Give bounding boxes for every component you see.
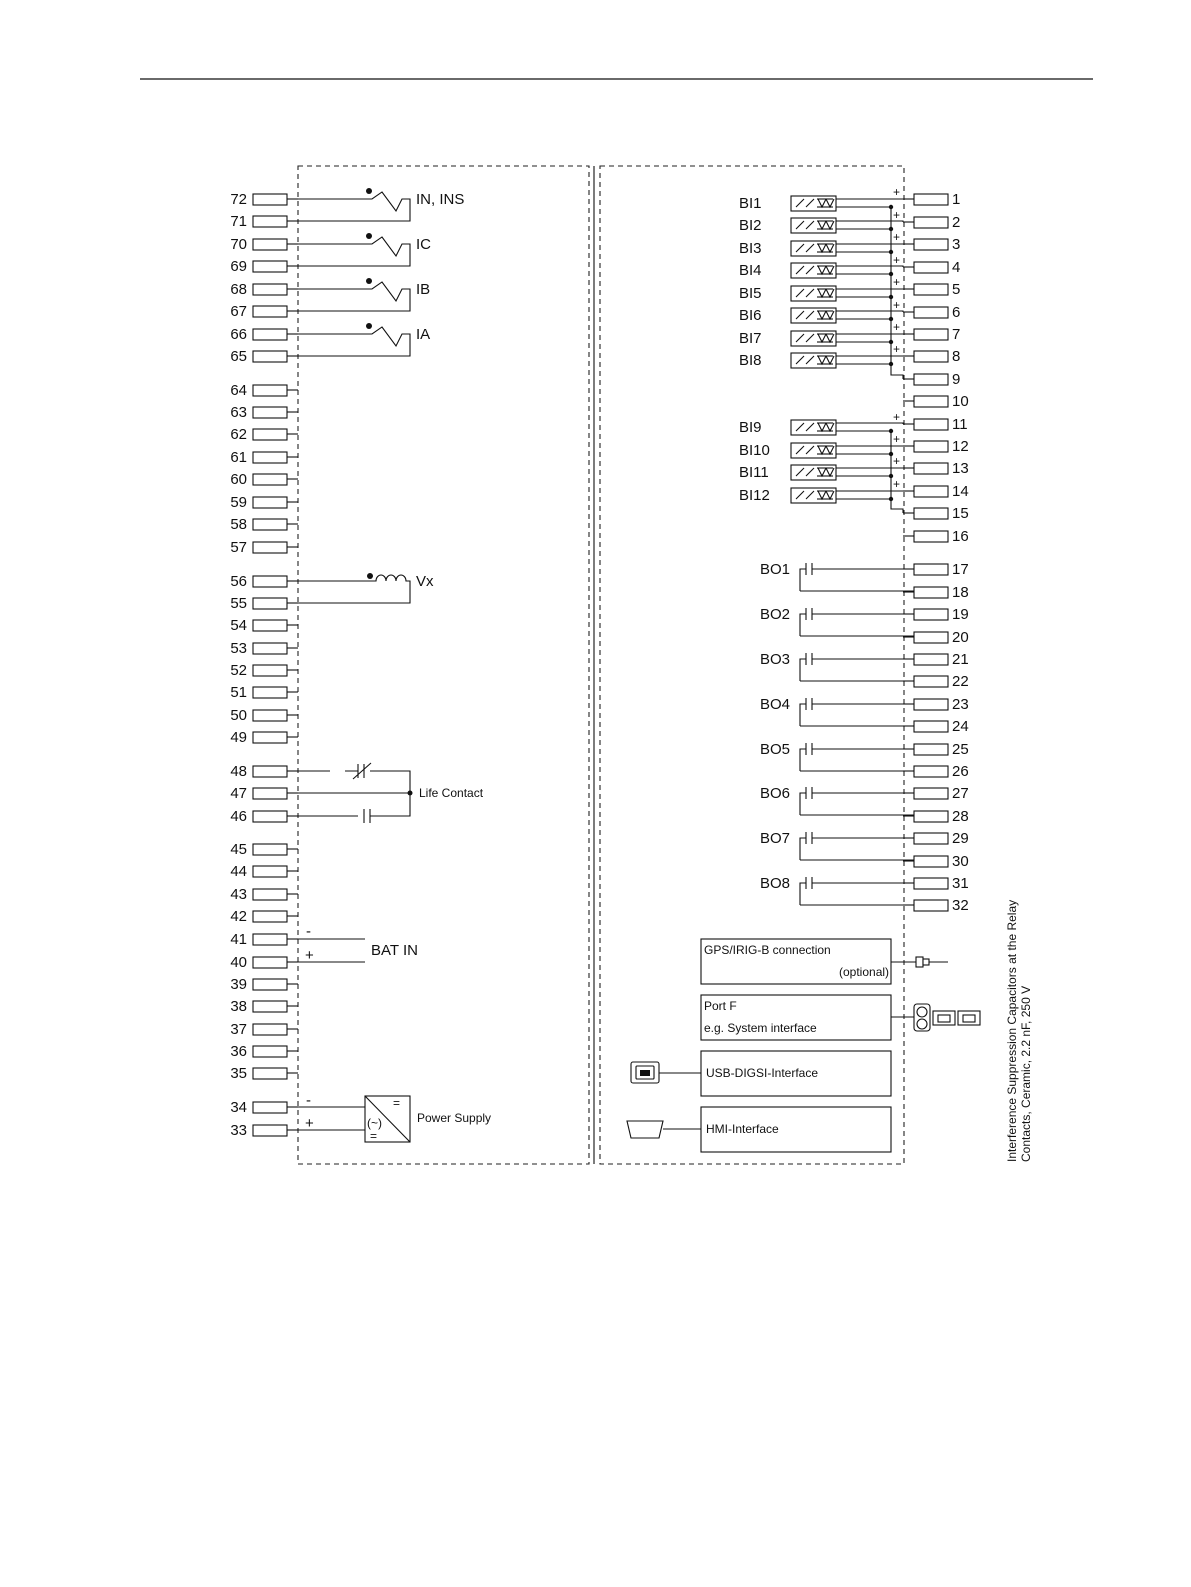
right-terminal-label: 17: [952, 561, 969, 578]
side-note-line1: Interference Suppression Capacitors at the Relay: [1005, 899, 1019, 1162]
right-terminal-label: 16: [952, 528, 969, 545]
left-terminal-label: 61: [230, 449, 247, 466]
binary-input-plus: +: [893, 298, 901, 312]
right-terminal-label: 1: [952, 191, 961, 208]
left-terminal-label: 47: [230, 785, 247, 802]
right-terminal-label: 10: [952, 393, 969, 410]
sub-d-connector-icon: [627, 1121, 663, 1138]
left-terminal: [253, 844, 287, 855]
left-terminal-label: 34: [230, 1099, 247, 1116]
right-terminal: [914, 788, 948, 799]
right-terminal: [914, 463, 948, 474]
left-terminal: [253, 889, 287, 900]
psu-dc-symbol-2: =: [370, 1129, 378, 1143]
left-terminal-label: 58: [230, 516, 247, 533]
right-terminal: [914, 587, 948, 598]
left-terminal: [253, 306, 287, 317]
optocoupler-icon: [791, 286, 836, 301]
binary-input-plus: +: [893, 320, 901, 334]
right-terminal: [914, 878, 948, 889]
left-terminal-label: 54: [230, 617, 247, 634]
right-terminal-label: 2: [952, 214, 961, 231]
binary-input-label: BI5: [739, 285, 762, 302]
current-transformer-wiring: [287, 282, 410, 311]
relay-contact-icon: [800, 743, 914, 771]
optocoupler-icon: [791, 443, 836, 458]
left-terminal-label: 56: [230, 573, 247, 590]
binary-output-label: BO3: [760, 651, 791, 668]
right-terminal-label: 25: [952, 741, 969, 758]
left-terminal: [253, 429, 287, 440]
binary-input-plus: +: [893, 253, 901, 267]
left-terminal: [253, 351, 287, 362]
left-terminal: [253, 239, 287, 250]
binary-input-plus: +: [893, 230, 901, 244]
right-terminal: [914, 284, 948, 295]
right-terminal-label: 3: [952, 236, 961, 253]
fiber-connector-icon: [916, 957, 923, 967]
left-terminal-label: 63: [230, 404, 247, 421]
binary-input-plus: +: [893, 185, 901, 199]
right-terminal: [914, 217, 948, 228]
right-terminal-label: 24: [952, 718, 969, 735]
current-transformer-wiring: [287, 327, 410, 356]
current-input-label: IN, INS: [416, 191, 465, 208]
right-terminal: [914, 811, 948, 822]
hmi-interface: [627, 1107, 891, 1152]
battery-minus: -: [306, 923, 311, 940]
left-terminal: [253, 934, 287, 945]
port-f-desc: e.g. System interface: [704, 1021, 817, 1035]
left-terminal: [253, 452, 287, 463]
left-terminal: [253, 732, 287, 743]
left-terminal: [253, 385, 287, 396]
relay-contact-icon: [800, 877, 914, 905]
life-contact-label: Life Contact: [419, 786, 484, 800]
right-terminal: [914, 396, 948, 407]
left-terminal-label: 52: [230, 662, 247, 679]
current-transformer-wiring: [287, 237, 410, 266]
right-terminal-label: 9: [952, 371, 961, 388]
right-terminal-label: 20: [952, 629, 969, 646]
left-terminal: [253, 911, 287, 922]
left-terminal: [253, 1046, 287, 1057]
left-terminal-label: 55: [230, 595, 247, 612]
left-terminal-strip: [230, 191, 298, 1139]
binary-input-minus: -: [893, 367, 897, 381]
right-terminal: [914, 262, 948, 273]
right-terminal-label: 22: [952, 673, 969, 690]
left-terminal: [253, 1001, 287, 1012]
right-terminal: [914, 307, 948, 318]
left-terminal: [253, 665, 287, 676]
left-terminal: [253, 474, 287, 485]
right-terminal-label: 21: [952, 651, 969, 668]
right-terminal: [914, 676, 948, 687]
left-terminal: [253, 788, 287, 799]
left-terminal: [253, 1102, 287, 1113]
right-terminal: [914, 351, 948, 362]
right-terminal-label: 23: [952, 696, 969, 713]
optocoupler-icon: [791, 241, 836, 256]
binary-input-label: BI6: [739, 307, 762, 324]
current-transformer-wiring: [287, 192, 410, 221]
binary-input-label: BI2: [739, 217, 762, 234]
gps-interface: [701, 939, 948, 984]
left-terminal: [253, 979, 287, 990]
binary-output-label: BO4: [760, 696, 791, 713]
left-terminal: [253, 519, 287, 530]
power-supply-label: Power Supply: [417, 1111, 492, 1125]
right-terminal-label: 5: [952, 281, 961, 298]
right-terminal: [914, 856, 948, 867]
right-terminal-label: 12: [952, 438, 969, 455]
optocoupler-icon: [791, 196, 836, 211]
binary-input-label: BI12: [739, 487, 770, 504]
current-input-label: IA: [416, 326, 431, 343]
optocoupler-icon: [791, 263, 836, 278]
left-terminal: [253, 576, 287, 587]
left-terminal-label: 41: [230, 931, 247, 948]
right-terminal: [914, 766, 948, 777]
right-terminal-label: 28: [952, 808, 969, 825]
current-input-label: IB: [416, 281, 431, 298]
right-terminal: [914, 194, 948, 205]
power-supply-group: [287, 1092, 491, 1143]
relay-contact-icon: [800, 698, 914, 726]
left-terminal-label: 66: [230, 326, 247, 343]
left-terminal: [253, 1125, 287, 1136]
left-terminal-label: 62: [230, 426, 247, 443]
binary-input-label: BI11: [739, 464, 769, 481]
left-terminal: [253, 811, 287, 822]
left-terminal: [253, 957, 287, 968]
binary-inputs: [739, 185, 903, 515]
voltage-input: [287, 573, 434, 603]
right-terminal-label: 6: [952, 304, 961, 321]
relay-contact-icon: [800, 832, 914, 860]
usb-connector-icon: [631, 1062, 659, 1083]
right-terminal: [914, 721, 948, 732]
life-contact-group: [287, 763, 484, 823]
binary-input-label: BI8: [739, 352, 762, 369]
left-terminal-label: 50: [230, 707, 247, 724]
right-terminal-label: 14: [952, 483, 969, 500]
left-terminal-label: 40: [230, 954, 247, 971]
voltage-transformer-wiring: [287, 575, 410, 603]
right-terminal: [914, 486, 948, 497]
left-terminal-label: 64: [230, 382, 247, 399]
right-terminal: [914, 329, 948, 340]
right-terminal-label: 8: [952, 348, 961, 365]
right-terminal: [914, 609, 948, 620]
right-terminal-strip: [903, 191, 969, 914]
right-terminal: [914, 374, 948, 385]
left-terminal: [253, 407, 287, 418]
left-terminal-label: 44: [230, 863, 247, 880]
psu-ac-symbol: (~): [367, 1116, 382, 1130]
left-terminal-label: 33: [230, 1122, 247, 1139]
left-terminal: [253, 329, 287, 340]
right-terminal: [914, 699, 948, 710]
right-terminal-label: 13: [952, 460, 969, 477]
left-terminal-label: 67: [230, 303, 247, 320]
binary-output-label: BO6: [760, 785, 791, 802]
binary-input-label: BI9: [739, 419, 762, 436]
left-terminal: [253, 284, 287, 295]
binary-input-label: BI4: [739, 262, 762, 279]
battery-plus: +: [305, 947, 314, 964]
left-terminal: [253, 497, 287, 508]
binary-outputs: [760, 561, 914, 905]
right-terminal-label: 7: [952, 326, 961, 343]
right-terminal-label: 30: [952, 853, 969, 870]
left-terminal-label: 38: [230, 998, 247, 1015]
left-terminal: [253, 261, 287, 272]
binary-input-plus: +: [893, 432, 901, 446]
right-terminal-label: 11: [952, 416, 968, 433]
left-terminal-label: 68: [230, 281, 247, 298]
right-terminal-label: 32: [952, 897, 969, 914]
binary-input-plus: +: [893, 208, 901, 222]
right-terminal: [914, 531, 948, 542]
left-terminal: [253, 216, 287, 227]
left-terminal-label: 72: [230, 191, 247, 208]
hmi-title: HMI-Interface: [706, 1122, 779, 1136]
port-f-interface: [701, 995, 980, 1040]
right-terminal-label: 26: [952, 763, 969, 780]
binary-input-label: BI10: [739, 442, 770, 459]
left-terminal-label: 51: [230, 684, 247, 701]
binary-output-label: BO5: [760, 741, 791, 758]
right-terminal: [914, 654, 948, 665]
relay-contact-icon: [800, 563, 914, 591]
left-terminal-label: 39: [230, 976, 247, 993]
housing-left: [298, 166, 589, 1164]
left-terminal-label: 71: [230, 213, 247, 230]
binary-output-label: BO1: [760, 561, 791, 578]
voltage-input-label: Vx: [416, 573, 434, 590]
left-terminal-label: 35: [230, 1065, 247, 1082]
binary-input-label: BI1: [739, 195, 762, 212]
left-terminal: [253, 766, 287, 777]
side-note-line2: Contacts, Ceramic, 2.2 nF, 250 V: [1019, 985, 1033, 1162]
left-terminal: [253, 620, 287, 631]
usb-title: USB-DIGSI-Interface: [706, 1066, 819, 1080]
port-f-title: Port F: [704, 999, 737, 1013]
left-terminal: [253, 710, 287, 721]
binary-input-plus: +: [893, 454, 901, 468]
left-terminal: [253, 866, 287, 877]
left-terminal-label: 48: [230, 763, 247, 780]
relay-contact-icon: [800, 608, 914, 636]
optocoupler-icon: [791, 420, 836, 435]
right-terminal-label: 29: [952, 830, 969, 847]
binary-output-label: BO7: [760, 830, 791, 847]
left-terminal-label: 46: [230, 808, 247, 825]
right-terminal: [914, 564, 948, 575]
left-terminal-label: 49: [230, 729, 247, 746]
ethernet-port-icon: [914, 1004, 980, 1031]
right-terminal-label: 18: [952, 584, 969, 601]
left-terminal-label: 37: [230, 1021, 247, 1038]
binary-input-plus: +: [893, 410, 901, 424]
left-terminal-label: 59: [230, 494, 247, 511]
battery-input-group: [287, 923, 418, 964]
binary-input-plus: +: [893, 275, 901, 289]
right-terminal: [914, 833, 948, 844]
left-terminal-label: 53: [230, 640, 247, 657]
left-terminal-label: 69: [230, 258, 247, 275]
left-terminal-label: 36: [230, 1043, 247, 1060]
left-terminal: [253, 687, 287, 698]
relay-contact-icon: [800, 653, 914, 681]
gps-title: GPS/IRIG-B connection: [704, 943, 831, 957]
psu-dc-symbol: =: [393, 1096, 401, 1110]
psu-minus: -: [306, 1092, 311, 1109]
right-terminal: [914, 239, 948, 250]
right-terminal-label: 19: [952, 606, 969, 623]
binary-input-plus: +: [893, 477, 901, 491]
right-terminal: [914, 744, 948, 755]
right-terminal: [914, 441, 948, 452]
right-terminal: [914, 419, 948, 430]
optocoupler-icon: [791, 465, 836, 480]
relay-contact-icon: [800, 787, 914, 815]
right-terminal: [914, 632, 948, 643]
optocoupler-icon: [791, 488, 836, 503]
optocoupler-icon: [791, 331, 836, 346]
left-terminal: [253, 643, 287, 654]
binary-output-label: BO8: [760, 875, 791, 892]
binary-input-plus: +: [893, 342, 901, 356]
left-terminal-label: 42: [230, 908, 247, 925]
current-inputs: [287, 188, 464, 356]
right-terminal-label: 4: [952, 259, 961, 276]
binary-output-label: BO2: [760, 606, 791, 623]
right-terminal: [914, 900, 948, 911]
left-terminal-label: 60: [230, 471, 247, 488]
current-input-label: IC: [416, 236, 431, 253]
left-terminal-label: 57: [230, 539, 247, 556]
optocoupler-icon: [791, 308, 836, 323]
left-terminal-label: 70: [230, 236, 247, 253]
left-terminal: [253, 542, 287, 553]
optocoupler-icon: [791, 218, 836, 233]
binary-input-label: BI7: [739, 330, 762, 347]
left-terminal-label: 45: [230, 841, 247, 858]
left-terminal: [253, 194, 287, 205]
binary-input-label: BI3: [739, 240, 762, 257]
optocoupler-icon: [791, 353, 836, 368]
gps-note: (optional): [839, 965, 890, 979]
left-terminal: [253, 1068, 287, 1079]
binary-input-minus: -: [893, 501, 897, 515]
usb-interface: [631, 1051, 891, 1096]
right-terminal-label: 31: [952, 875, 969, 892]
left-terminal: [253, 1024, 287, 1035]
battery-label: BAT IN: [371, 942, 418, 959]
psu-plus: +: [305, 1115, 314, 1132]
right-terminal: [914, 508, 948, 519]
right-terminal-label: 27: [952, 785, 969, 802]
left-terminal-label: 43: [230, 886, 247, 903]
right-terminal-label: 15: [952, 505, 969, 522]
left-terminal-label: 65: [230, 348, 247, 365]
left-terminal: [253, 598, 287, 609]
